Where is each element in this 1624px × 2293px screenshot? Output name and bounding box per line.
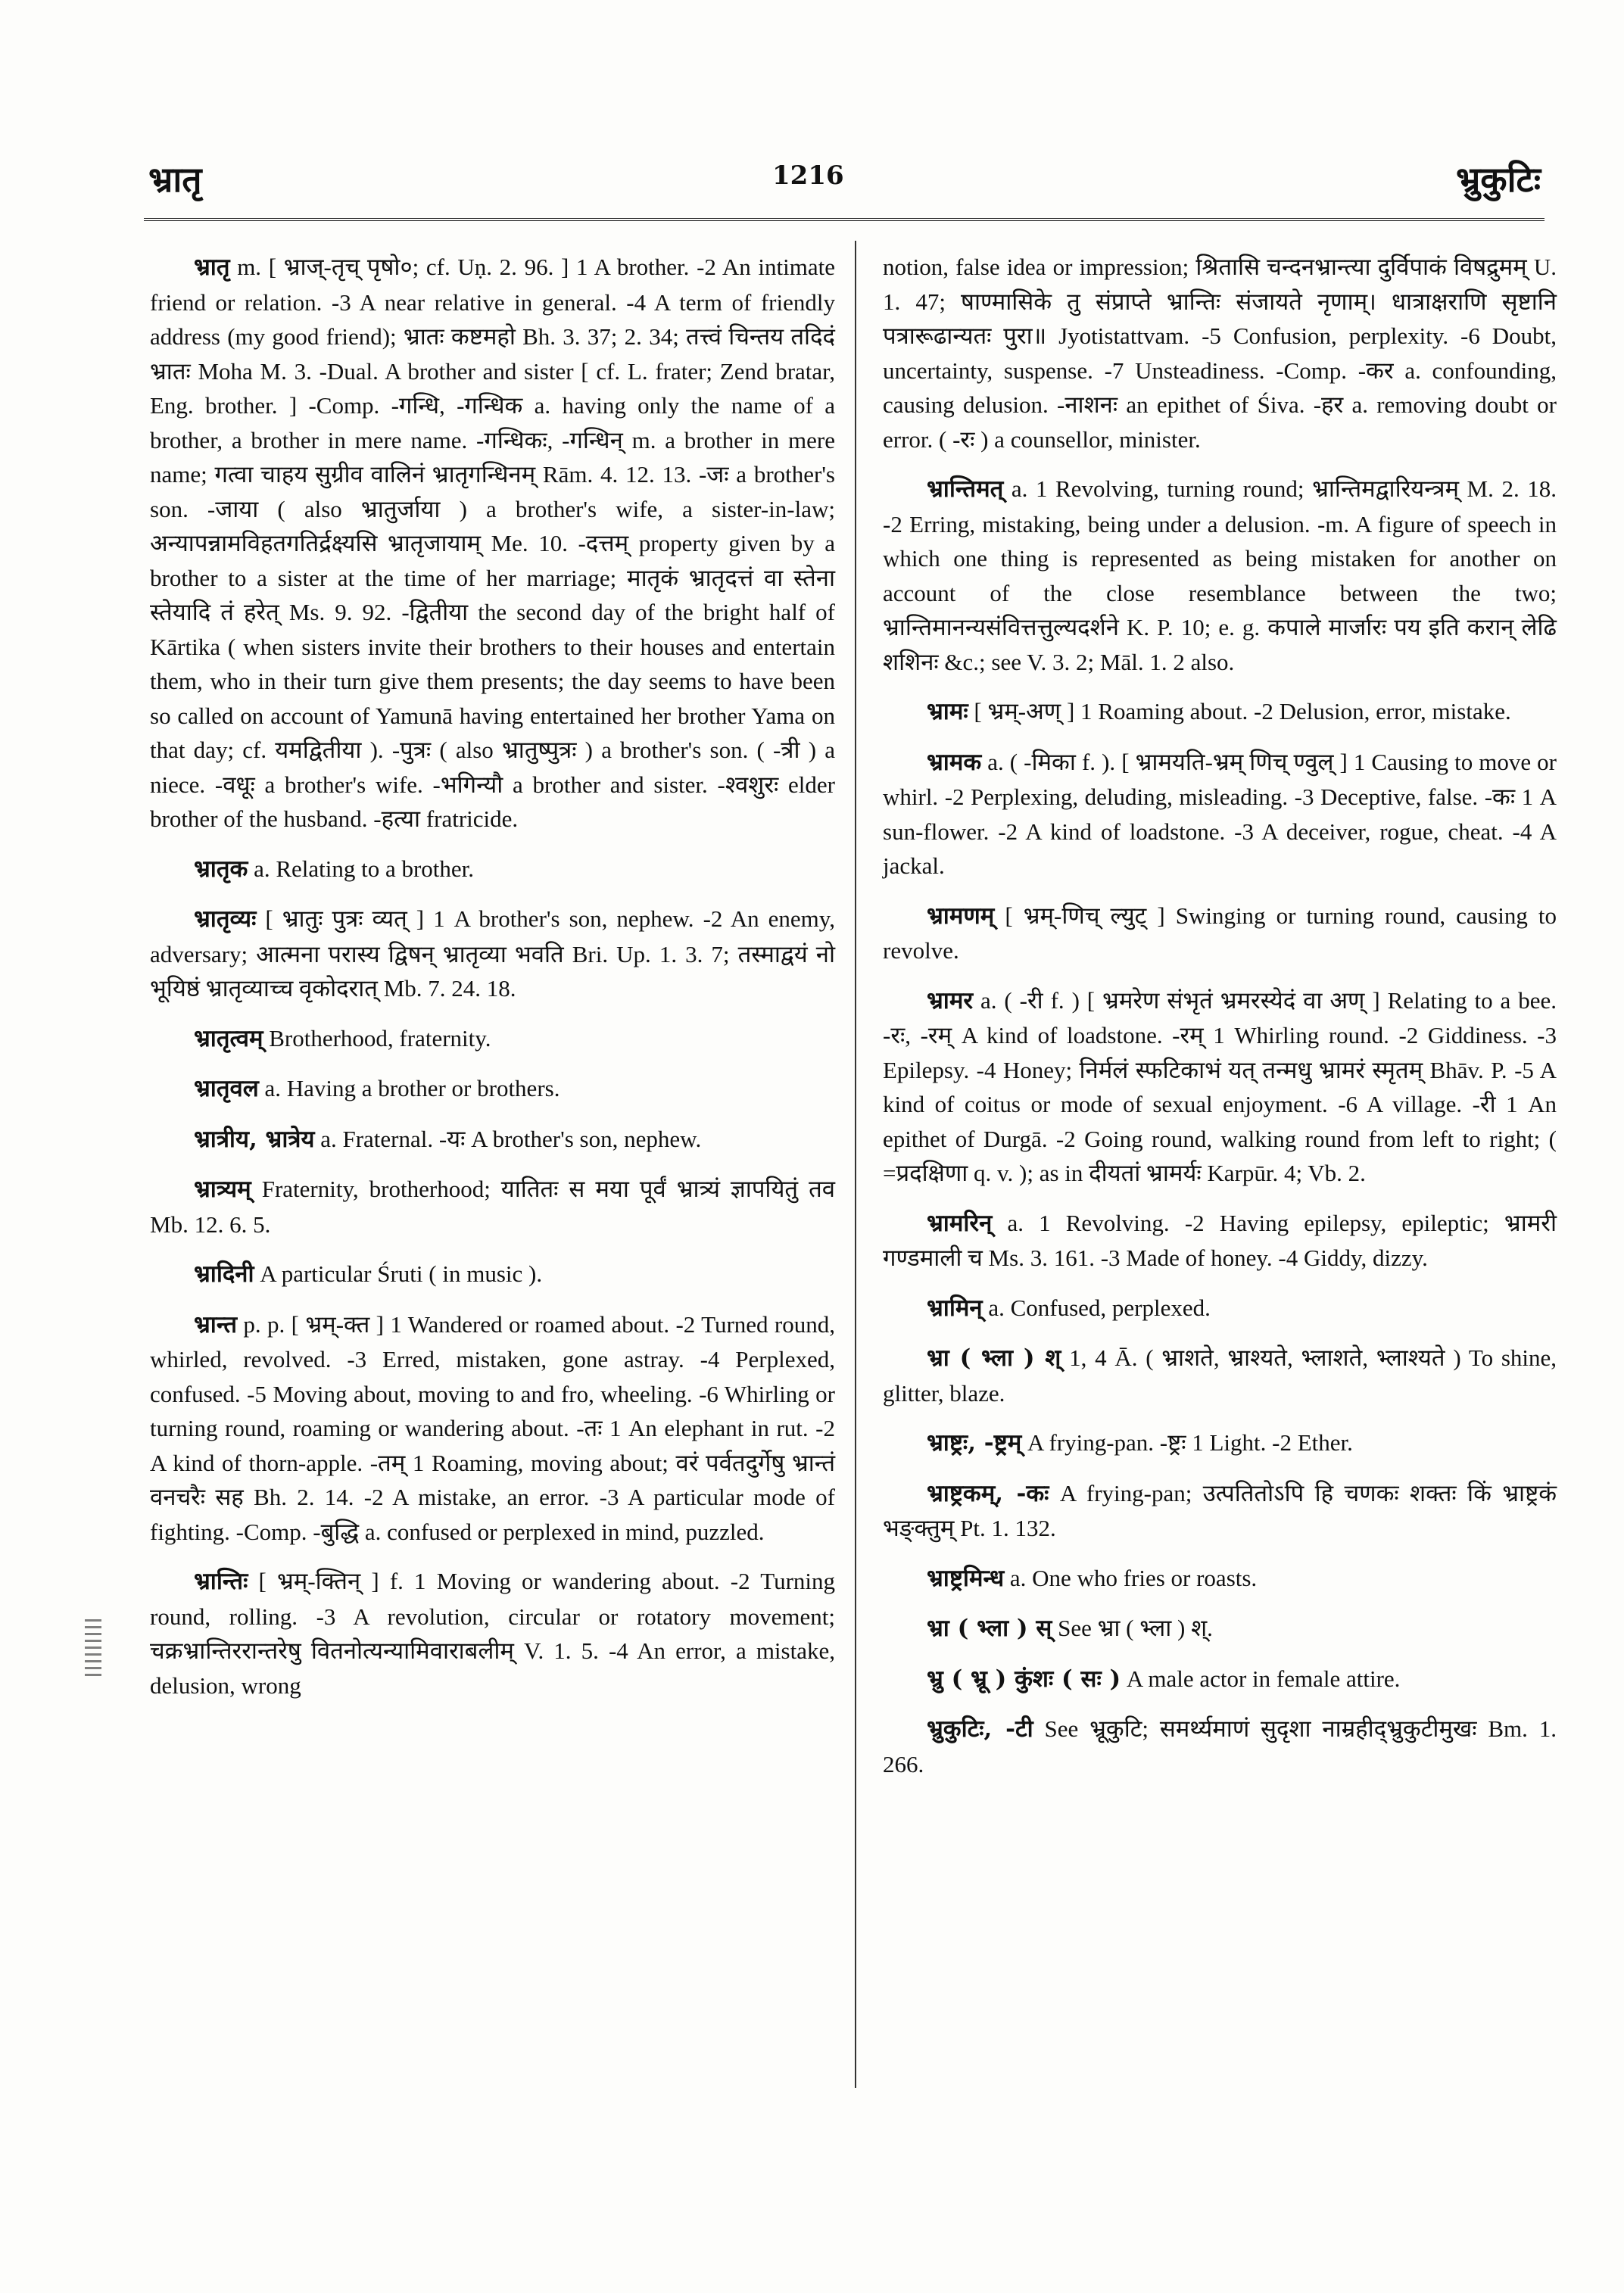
header-rule: [144, 218, 1545, 221]
dictionary-entry: [150, 1021, 835, 1057]
column-divider: [855, 241, 856, 2088]
dictionary-entry: [150, 852, 835, 887]
entry-definition: Brotherhood, fraternity.: [269, 1024, 491, 1051]
entry-definition: [ भ्रम्-क्तिन् ] f. 1 Moving or wandering about. -2 Turning round, rolling. -3 A revolution, circular or rotatory movement; चक्रभ्रान्तिररान्तरेषु वितनोत्यन्यामिवाराबलीम् V. 1. 5. -4 An error, a mistake, delusion, wrong: [150, 1568, 836, 1699]
entry-definition: a. Fraternal. -यः A brother's son, nephew.: [320, 1125, 702, 1152]
dictionary-entry: [883, 899, 1557, 968]
dictionary-entry: [150, 1071, 835, 1107]
entry-headword: भ्रामर: [927, 986, 974, 1014]
entry-headword: भ्रादिनी: [194, 1260, 254, 1288]
dictionary-entry: [883, 472, 1557, 679]
entry-headword: भ्रात्र्यम्: [194, 1176, 251, 1203]
entry-definition: See भ्रूकुटि; समर्थ्यमाणं सुदृशा नाम्रहीद्भ्रुकुटीमुखः Bm. 1. 266.: [883, 1715, 1557, 1777]
entry-headword: भ्रान्तिः: [194, 1568, 248, 1595]
entry-headword: भ्राष्ट्रः, -ष्ट्रम्: [927, 1429, 1022, 1456]
entry-definition: a. ( -मिका f. ). [ भ्रामयति-भ्रम् णिच् ण्वुल् ] 1 Causing to move or whirl. -2 Perplexing, deluding, misleading. -3 Deceptive, false. -कः 1 A sun-flower. -2 A kind of loadstone. -3 A deceiver, rogue, cheat. -4 A jackal.: [883, 748, 1557, 879]
entry-definition: A frying-pan; उत्पतितोऽपि हि चणकः शक्तः किं भ्राष्ट्रकं भङ्क्तुम् Pt. 1. 132.: [883, 1479, 1557, 1541]
header-left-guide-word: भ्रातृ: [148, 159, 202, 200]
entry-headword: भ्रान्त: [194, 1310, 238, 1338]
entry-definition: a. Relating to a brother.: [254, 855, 475, 882]
entry-headword: भ्रामणम्: [927, 902, 995, 930]
entry-headword: भ्रातृवल: [194, 1075, 259, 1102]
entry-definition: m. [ भ्राज्-तृच् पृषो०; cf. Uṇ. 2. 96. ] 1 A brother. -2 An intimate friend or relation. -3 A near relative in general. -4 A term of friendly address (my good friend); भ्रातः कष्टमहो Bh. 3. 37; 2. 34; तत्त्वं चिन्तय तदिदं भ्रातः Moha M. 3. -Dual. A brother and sister [ cf. L. frater; Zend bratar, Eng. brother. ] -Comp. -गन्धि, -गन्धिक a. having only the name of a brother, a brother in mere name. -गन्धिकः, -गन्धिन् m. a brother in mere name; गत्वा चाहय सुग्रीव वालिनं भ्रातृगन्धिनम् Rām. 4. 12. 13. -जः a brother's son. -जाया ( also भ्रातुर्जाया ) a brother's wife, a sister-in-law; अन्यापन्नामविहतगतिर्द्रक्ष्यसि भ्रातृजायाम् Me. 10. -दत्तम् property given by a brother to a sister at the time of her marriage; मातृकं भ्रातृदत्तं वा स्तेना स्तेयादि तं हरेत् Ms. 9. 92. -द्वितीया the second day of the bright half of Kārtika ( when sisters invite their brothers to their houses and entertain them, who in their turn give them presents; the day seems to have been so called on account of Yamunā having entertained her brother Yama on that day; cf. यमद्वितीया ). -पुत्रः ( also भ्रातुष्पुत्रः ) a brother's son. ( -त्री ) a niece. -वधूः a brother's wife. -भगिन्यौ a brother and sister. -श्वशुरः elder brother of the husband. -हत्या fratricide.: [150, 254, 835, 832]
dictionary-entry: [883, 1662, 1557, 1697]
dictionary-entry: [150, 1122, 835, 1157]
entry-definition: 1, 4 Ā. ( भ्राशते, भ्राश्यते, भ्लाशते, भ्लाश्यते ) To shine, glitter, blaze.: [883, 1344, 1557, 1407]
left-column: [150, 250, 835, 1718]
dictionary-entry: [883, 1561, 1557, 1597]
dictionary-entry: [883, 694, 1557, 730]
dictionary-entry: [883, 1206, 1557, 1276]
header-right-guide-word: भ्रुकुटिः: [1455, 159, 1541, 200]
entry-headword: भ्रामक: [927, 748, 982, 776]
entry-headword: भ्रातृत्वम्: [194, 1024, 263, 1052]
entry-definition: See भ्रा ( भ्ला ) श्.: [1058, 1615, 1213, 1641]
dictionary-entry: [883, 1291, 1557, 1326]
entry-definition: a. 1 Revolving. -2 Having epilepsy, epileptic; भ्रामरी गण्डमाली च Ms. 3. 161. -3 Made of honey. -4 Giddy, dizzy.: [883, 1209, 1557, 1271]
dictionary-entry: [150, 1564, 835, 1703]
dictionary-entry: [883, 1476, 1557, 1546]
dictionary-entry: [150, 1172, 835, 1242]
dictionary-entry: [883, 1341, 1557, 1410]
entry-headword: भ्रामः: [927, 698, 968, 725]
entry-definition: notion, false idea or impression; श्रितासि चन्दनभ्रान्त्या दुर्विपाकं विषद्रुमम् U. 1. 47; षाण्मासिके तु संप्राप्ते भ्रान्तिः संजायते नृणाम्। धात्राक्षराणि सृष्टानि पत्रारूढान्यतः पुरा॥ Jyotistattvam. -5 Confusion, perplexity. -6 Doubt, uncertainty, suspense. -7 Unsteadiness. -Comp. -कर a. confounding, causing delusion. -नाशनः an epithet of Śiva. -हर a. removing doubt or error. ( -रः ) a counsellor, minister.: [883, 254, 1557, 453]
entry-headword: भ्रातृव्यः: [194, 905, 257, 933]
entry-definition: Fraternity, brotherhood; यातितः स मया पूर्वं भ्रात्र्यं ज्ञापयितुं तव Mb. 12. 6. 5.: [150, 1176, 836, 1238]
entry-definition: a. ( -री f. ) [ भ्रमरेण संभृतं भ्रमरस्येदं वा अण् ] Relating to a bee. -रः, -रम् A kind of loadstone. -रम् 1 Whirling round. -2 Giddiness. -3 Epilepsy. -4 Honey; निर्मलं स्फटिकाभं यत् तन्मधु भ्रामरं स्मृतम् Bhāv. P. -5 A kind of coitus or mode of sexual enjoyment. -6 A village. -री 1 An epithet of Durgā. -2 Going round, walking round from left to right; ( =प्रदक्षिणा q. v. ); as in दीयतां भ्रामर्यः Karpūr. 4; Vb. 2.: [883, 986, 1557, 1186]
dictionary-entry: [150, 1257, 835, 1292]
entry-headword: भ्रुकुटिः, -टी: [927, 1715, 1033, 1743]
entry-definition: p. p. [ भ्रम्-क्त ] 1 Wandered or roamed about. -2 Turned round, whirled, revolved. -3 Erred, mistaken, gone astray. -4 Perplexed, confused. -5 Moving about, moving to and fro, wheeling. -6 Whirling or turning round, roaming or wandering about. -तः 1 An elephant in rut. -2 A kind of thorn-apple. -तम् 1 Roaming, moving about; वरं पर्वतदुर्गेषु भ्रान्तं वनचरैः सह Bh. 2. 14. -2 A mistake, an error. -3 A particular mode of fighting. -Comp. -बुद्धि a. confused or perplexed in mind, puzzled.: [150, 1310, 835, 1545]
entry-definition: A frying-pan. -ष्ट्रः 1 Light. -2 Ether.: [1027, 1429, 1353, 1456]
entry-headword: भ्रा ( भ्ला ) श्: [927, 1344, 1061, 1372]
entry-headword: भ्रामिन्: [927, 1294, 983, 1322]
dictionary-entry: [883, 745, 1557, 883]
dictionary-entry: [883, 1712, 1557, 1781]
page-number: 1216: [772, 160, 844, 191]
dictionary-entry: [150, 250, 835, 837]
entry-definition: [ भ्रातुः पुत्रः व्यत् ] 1 A brother's son, nephew. -2 An enemy, adversary; आत्मना परास्य द्विषन् भ्रातृव्या भवति Bri. Up. 1. 3. 7; तस्माद्वयं नो भूयिष्ठं भ्रातृव्याच्च वृकोदरात् Mb. 7. 24. 18.: [150, 905, 835, 1002]
entry-definition: [ भ्रम्-णिच् ल्युट् ] Swinging or turning round, causing to revolve.: [883, 902, 1557, 964]
dictionary-entry: [150, 902, 835, 1006]
dictionary-entry: [883, 1425, 1557, 1461]
entry-headword: भ्रामरिन्: [927, 1209, 993, 1237]
right-column: [883, 250, 1557, 1796]
entry-headword: भ्रान्तिमत्: [927, 475, 1004, 503]
dictionary-entry: [883, 250, 1557, 456]
entry-definition: A particular Śruti ( in music ).: [260, 1260, 543, 1287]
entry-definition: a. One who fries or roasts.: [1009, 1564, 1258, 1591]
entry-headword: भ्रा ( भ्ला ) स्: [927, 1615, 1052, 1642]
entry-definition: a. Having a brother or brothers.: [264, 1075, 560, 1101]
margin-mark: [85, 1618, 101, 1676]
entry-headword: भ्रात्रीय, भ्रात्रेय: [194, 1125, 315, 1153]
entry-headword: भ्रातृ: [194, 254, 230, 281]
entry-definition: [ भ्रम्-अण् ] 1 Roaming about. -2 Delusion, error, mistake.: [974, 698, 1511, 724]
entry-headword: भ्रातृक: [194, 855, 248, 883]
dictionary-entry: [150, 1307, 835, 1550]
entry-headword: भ्राष्ट्रमिन्ध: [927, 1564, 1005, 1592]
entry-definition: A male actor in female attire.: [1126, 1665, 1401, 1692]
dictionary-entry: [883, 1611, 1557, 1647]
entry-definition: a. 1 Revolving, turning round; भ्रान्तिमद्वारियन्त्रम् M. 2. 18. -2 Erring, mistaking, being under a delusion. -m. A figure of speech in which one thing is represented as being mistaken for another on account of the close resemblance between the two; भ्रान्तिमानन्यसंवित्तत्तुल्यदर्शने K. P. 10; e. g. कपाले मार्जारः पय इति करान् लेढि शशिनः &c.; see V. 3. 2; Māl. 1. 2 also.: [883, 475, 1557, 675]
entry-headword: भ्रु ( भ्रू ) कुंशः ( सः ): [927, 1665, 1121, 1693]
dictionary-entry: [883, 983, 1557, 1191]
entry-headword: भ्राष्ट्रकम्, -कः: [927, 1479, 1049, 1507]
entry-definition: a. Confused, perplexed.: [988, 1294, 1211, 1321]
